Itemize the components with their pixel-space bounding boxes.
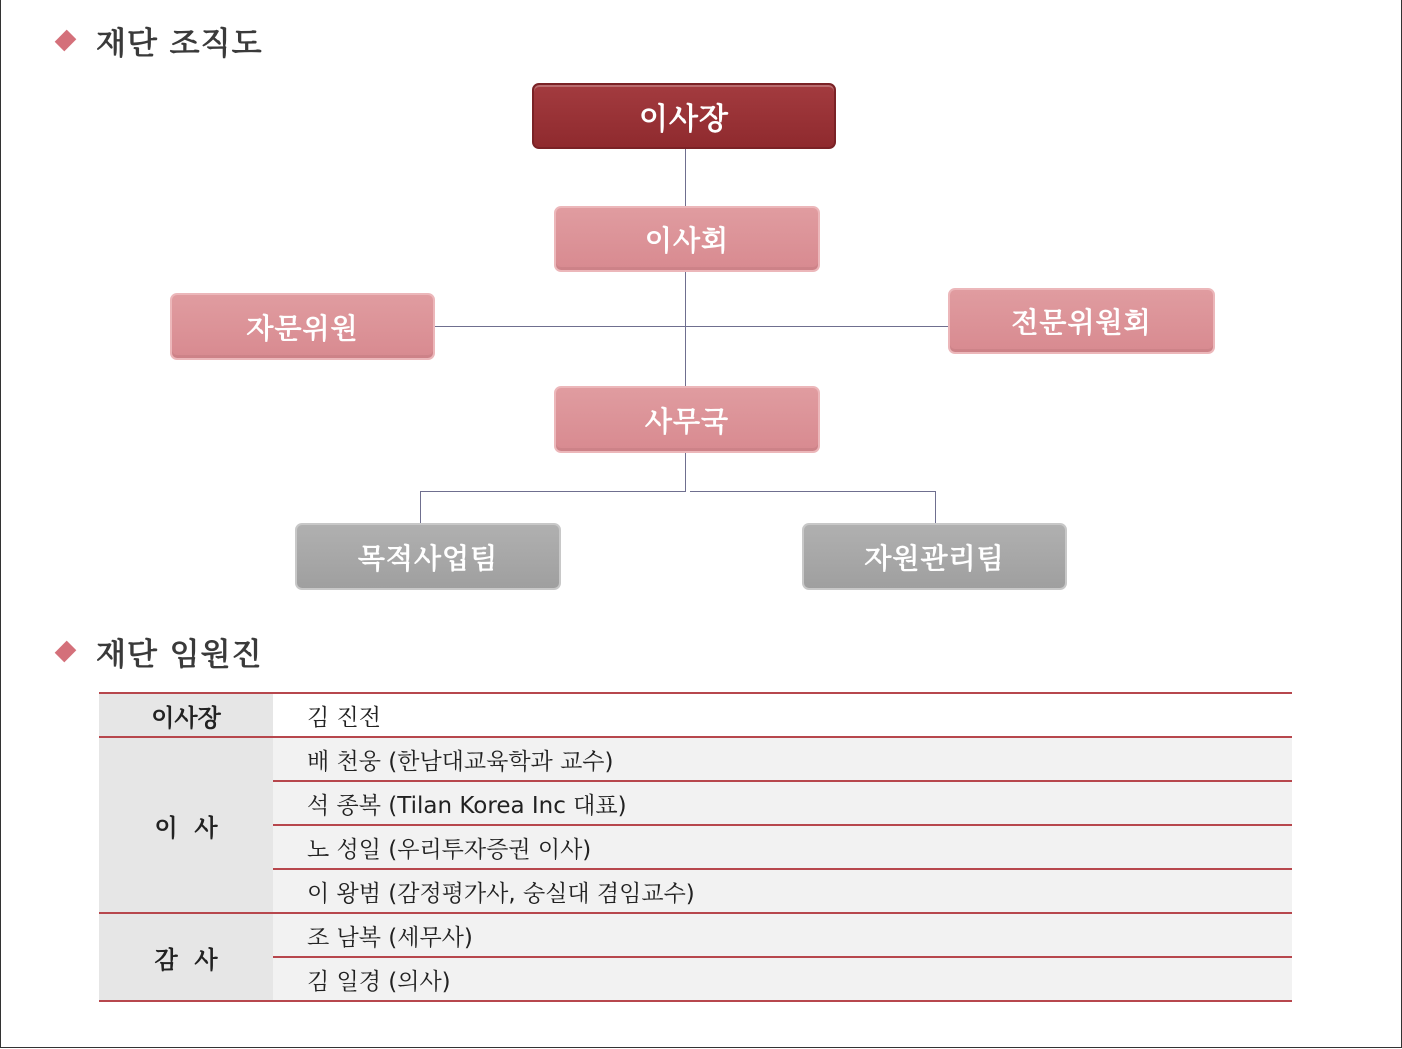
table-row	[99, 693, 1292, 737]
role-cell-chairman: 이사장	[99, 693, 273, 737]
name-cell: 노 성일 (우리투자증권 이사)	[273, 825, 1292, 869]
connector-line	[685, 270, 686, 387]
board-node-label: 이사회	[644, 224, 730, 257]
diamond-bullet-icon	[55, 640, 77, 662]
table-row	[99, 781, 1292, 825]
secretariat-node	[554, 386, 820, 453]
diamond-bullet-icon	[55, 29, 77, 51]
chairman-node	[532, 83, 836, 149]
officers-title-text: 재단 임원진	[96, 636, 263, 673]
name-cell: 석 종복 (Tilan Korea Inc 대표)	[273, 781, 1292, 825]
advisors-node-label: 자문위원	[246, 311, 359, 345]
name-cell: 김 진전	[273, 693, 1292, 737]
table-row	[99, 737, 1292, 781]
table-row	[99, 869, 1292, 913]
purpose-team-label: 목적사업팀	[357, 541, 499, 575]
committee-node-label: 전문위원회	[1011, 306, 1152, 339]
table-row	[99, 913, 1292, 957]
role-cell-auditors: 감 사	[99, 913, 273, 1001]
resources-team-label: 자원관리팀	[864, 541, 1005, 575]
advisors-node	[170, 293, 435, 360]
name-cell: 조 남복 (세무사)	[273, 913, 1292, 957]
connector-line	[685, 452, 686, 492]
connector-line	[420, 491, 686, 492]
name-cell: 김 일경 (의사)	[273, 957, 1292, 1001]
org-section-title	[52, 20, 263, 60]
connector-line	[935, 491, 936, 525]
table-row	[99, 825, 1292, 869]
org-title-text: 재단 조직도	[96, 25, 263, 62]
purpose-team-node	[295, 523, 561, 590]
resources-team-node	[802, 523, 1067, 590]
connector-line	[434, 326, 950, 327]
connector-line	[685, 148, 686, 208]
connector-line	[690, 491, 936, 492]
officers-section-title	[52, 631, 263, 671]
board-node	[554, 206, 820, 272]
table-row	[99, 957, 1292, 1001]
committee-node	[948, 288, 1215, 354]
name-cell: 이 왕범 (감정평가사, 숭실대 겸임교수)	[273, 869, 1292, 913]
officers-table	[99, 692, 1292, 1002]
chairman-node-label: 이사장	[639, 102, 729, 137]
connector-line	[420, 491, 421, 525]
secretariat-node-label: 사무국	[644, 404, 730, 438]
name-cell: 배 천웅 (한남대교육학과 교수)	[273, 737, 1292, 781]
role-cell-directors: 이 사	[99, 737, 273, 913]
